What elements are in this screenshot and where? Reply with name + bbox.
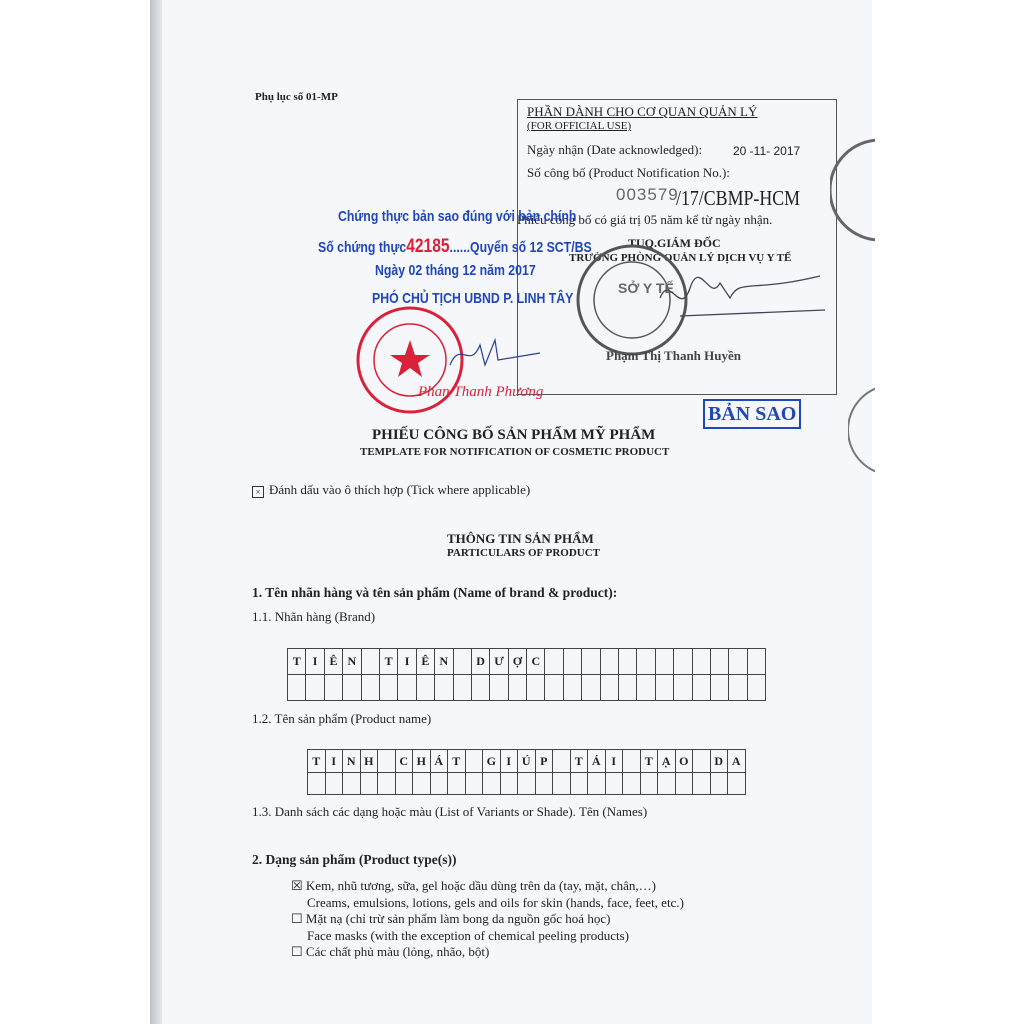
- unchecked-box-icon[interactable]: ☐: [291, 911, 303, 926]
- product-name-char-grid: [307, 749, 746, 795]
- seal-text: SỞ Y TẾ: [618, 280, 674, 296]
- char-cell: N: [435, 649, 453, 675]
- char-cell: T: [641, 750, 659, 773]
- char-cell: T: [380, 649, 398, 675]
- unchecked-box-icon[interactable]: ☐: [291, 944, 303, 959]
- section-title-vi: THÔNG TIN SẢN PHẨM: [447, 531, 594, 546]
- char-cell: D: [472, 649, 490, 675]
- char-cell: Á: [588, 750, 606, 773]
- date-acknowledged-label: Ngày nhận (Date acknowledged):: [527, 142, 703, 157]
- product-type-list: [291, 878, 684, 961]
- empty-cell: [588, 773, 606, 795]
- brand-label: 1.1. Nhãn hàng (Brand): [252, 609, 376, 624]
- notification-number-label: Số công bố (Product Notification No.):: [527, 165, 730, 180]
- certification-book: ......Quyển số 12 SCT/BS: [449, 239, 592, 256]
- ward-signature-icon: [440, 335, 550, 375]
- empty-cell: [711, 675, 729, 701]
- empty-cell: [518, 773, 536, 795]
- edge-seal-icon: [848, 380, 875, 480]
- section-1-heading: 1. Tên nhãn hàng và tên sản phẩm (Name of brand & product):: [252, 585, 618, 600]
- empty-cell: [396, 773, 414, 795]
- empty-cell: [306, 675, 324, 701]
- option-label-en: Creams, emulsions, lotions, gels and oils for skin (hands, face, feet, etc.): [307, 894, 684, 910]
- empty-cell: [748, 675, 766, 701]
- char-cell: Ê: [325, 649, 343, 675]
- char-cell: T: [571, 750, 589, 773]
- empty-cell: [545, 675, 563, 701]
- section-title-en: PARTICULARS OF PRODUCT: [447, 547, 601, 559]
- empty-cell: [454, 675, 472, 701]
- empty-cell: [501, 773, 519, 795]
- char-cell: A: [728, 750, 746, 773]
- tick-note-text: Đánh dấu vào ô thích hợp (Tick where applicable): [269, 482, 531, 497]
- official-signer-name: Phạm Thị Thanh Huyền: [606, 348, 741, 363]
- empty-cell: [308, 773, 326, 795]
- empty-cell: [325, 675, 343, 701]
- char-cell: Ú: [518, 750, 536, 773]
- appendix-label: Phụ lục số 01-MP: [255, 91, 338, 103]
- char-cell: N: [343, 750, 361, 773]
- char-cell: [637, 649, 655, 675]
- empty-cell: [601, 675, 619, 701]
- char-cell: [545, 649, 563, 675]
- char-cell: [656, 649, 674, 675]
- form-title-vi: PHIẾU CÔNG BỐ SẢN PHẨM MỸ PHẨM: [372, 427, 656, 443]
- variants-label: 1.3. Danh sách các dạng hoặc màu (List of Variants or Shade). Tên (Names): [252, 804, 648, 819]
- empty-cell: [711, 773, 729, 795]
- empty-cell: [693, 773, 711, 795]
- official-title: PHẦN DÀNH CHO CƠ QUAN QUẢN LÝ: [527, 104, 758, 119]
- empty-cell: [619, 675, 637, 701]
- char-cell: Ê: [417, 649, 435, 675]
- char-cell: I: [306, 649, 324, 675]
- form-title-en: TEMPLATE FOR NOTIFICATION OF COSMETIC PRODUCT: [360, 446, 670, 458]
- char-cell: [674, 649, 692, 675]
- char-cell: T: [448, 750, 466, 773]
- product-type-option-creams[interactable]: [291, 878, 684, 911]
- char-cell: Á: [431, 750, 449, 773]
- empty-cell: [326, 773, 344, 795]
- empty-cell: [413, 773, 431, 795]
- char-cell: [623, 750, 641, 773]
- empty-cell: [448, 773, 466, 795]
- empty-cell: [674, 675, 692, 701]
- char-cell: I: [326, 750, 344, 773]
- char-cell: [601, 649, 619, 675]
- empty-cell: [693, 675, 711, 701]
- scan-page-edge: [150, 0, 162, 1024]
- product-type-option-tints[interactable]: [291, 944, 684, 961]
- char-cell: I: [501, 750, 519, 773]
- brand-char-grid: [287, 648, 766, 701]
- official-signature-icon: [640, 268, 830, 328]
- certification-signer-role: PHÓ CHỦ TỊCH UBND P. LINH TÂY: [372, 290, 574, 307]
- char-cell: Ư: [490, 649, 508, 675]
- empty-cell: [378, 773, 396, 795]
- checked-box-icon: ×: [252, 486, 264, 498]
- char-cell: I: [398, 649, 416, 675]
- empty-cell: [362, 675, 380, 701]
- char-cell: C: [527, 649, 545, 675]
- certification-line-1: Chứng thực bản sao đúng với bản chính: [338, 208, 577, 225]
- empty-cell: [676, 773, 694, 795]
- empty-cell: [417, 675, 435, 701]
- char-cell: H: [361, 750, 379, 773]
- empty-cell: [509, 675, 527, 701]
- empty-cell: [658, 773, 676, 795]
- empty-cell: [380, 675, 398, 701]
- option-label-vi: Kem, nhũ tương, sữa, gel hoặc dầu dùng trên da (tay, mặt, chân,…): [305, 878, 656, 893]
- char-cell: C: [396, 750, 414, 773]
- notification-number-suffix: /17/CBMP-HCM: [676, 186, 800, 210]
- char-cell: D: [711, 750, 729, 773]
- char-cell: H: [413, 750, 431, 773]
- edge-seal-icon: [830, 135, 875, 245]
- empty-cell: [606, 773, 624, 795]
- certification-line-2: [318, 236, 592, 258]
- ward-signer-name: Phan Thanh Phương: [418, 384, 544, 400]
- empty-cell: [641, 773, 659, 795]
- char-cell: I: [606, 750, 624, 773]
- certification-date: Ngày 02 tháng 12 năm 2017: [375, 262, 536, 279]
- empty-cell: [343, 773, 361, 795]
- section-2-heading: 2. Dạng sản phẩm (Product type(s)): [252, 852, 457, 867]
- signer-role-1: TUQ.GIÁM ĐỐC: [628, 236, 721, 250]
- certification-number: 42185: [406, 236, 450, 257]
- char-cell: [582, 649, 600, 675]
- char-cell: [748, 649, 766, 675]
- char-cell: [553, 750, 571, 773]
- official-subtitle: (FOR OFFICIAL USE): [527, 120, 632, 132]
- certification-number-label: Số chứng thực: [318, 239, 407, 256]
- char-cell: [619, 649, 637, 675]
- empty-cell: [472, 675, 490, 701]
- char-cell: [564, 649, 582, 675]
- empty-cell: [483, 773, 501, 795]
- empty-cell: [729, 675, 747, 701]
- empty-cell: [490, 675, 508, 701]
- date-acknowledged-value: 20 -11- 2017: [733, 144, 801, 158]
- char-cell: N: [343, 649, 361, 675]
- empty-cell: [564, 675, 582, 701]
- option-label-en: Face masks (with the exception of chemical peeling products): [307, 927, 630, 943]
- char-cell: T: [308, 750, 326, 773]
- char-cell: [711, 649, 729, 675]
- option-label-vi: Các chất phủ màu (lỏng, nhão, bột): [305, 944, 490, 959]
- char-cell: O: [676, 750, 694, 773]
- empty-cell: [466, 773, 484, 795]
- empty-cell: [728, 773, 746, 795]
- char-cell: [466, 750, 484, 773]
- char-cell: [378, 750, 396, 773]
- validity-note: Phiếu công bố có giá trị 05 năm kể từ ngày nhận.: [517, 212, 773, 227]
- char-cell: T: [288, 649, 306, 675]
- empty-cell: [527, 675, 545, 701]
- empty-cell: [343, 675, 361, 701]
- empty-cell: [435, 675, 453, 701]
- empty-cell: [656, 675, 674, 701]
- char-cell: [362, 649, 380, 675]
- char-cell: Ạ: [658, 750, 676, 773]
- empty-cell: [571, 773, 589, 795]
- copy-stamp: BẢN SAO: [703, 399, 801, 429]
- char-cell: [729, 649, 747, 675]
- signer-role-2: TRƯỞNG PHÒNG QUẢN LÝ DỊCH VỤ Y TẾ: [569, 252, 792, 264]
- empty-cell: [536, 773, 554, 795]
- empty-cell: [637, 675, 655, 701]
- checked-box-icon[interactable]: ☒: [291, 878, 303, 893]
- product-name-label: 1.2. Tên sản phẩm (Product name): [252, 711, 432, 726]
- char-cell: P: [536, 750, 554, 773]
- empty-cell: [361, 773, 379, 795]
- empty-cell: [553, 773, 571, 795]
- empty-cell: [398, 675, 416, 701]
- tick-note: [252, 482, 530, 498]
- char-cell: Ợ: [509, 649, 527, 675]
- empty-cell: [288, 675, 306, 701]
- option-label-vi: Mặt nạ (chỉ trừ sản phẩm làm bong da nguồn gốc hoá học): [305, 911, 611, 926]
- empty-cell: [431, 773, 449, 795]
- product-type-option-face-masks[interactable]: [291, 911, 684, 944]
- char-cell: [693, 649, 711, 675]
- char-cell: [693, 750, 711, 773]
- notification-number-value: 003579: [616, 185, 679, 204]
- char-cell: [454, 649, 472, 675]
- char-cell: G: [483, 750, 501, 773]
- empty-cell: [582, 675, 600, 701]
- empty-cell: [623, 773, 641, 795]
